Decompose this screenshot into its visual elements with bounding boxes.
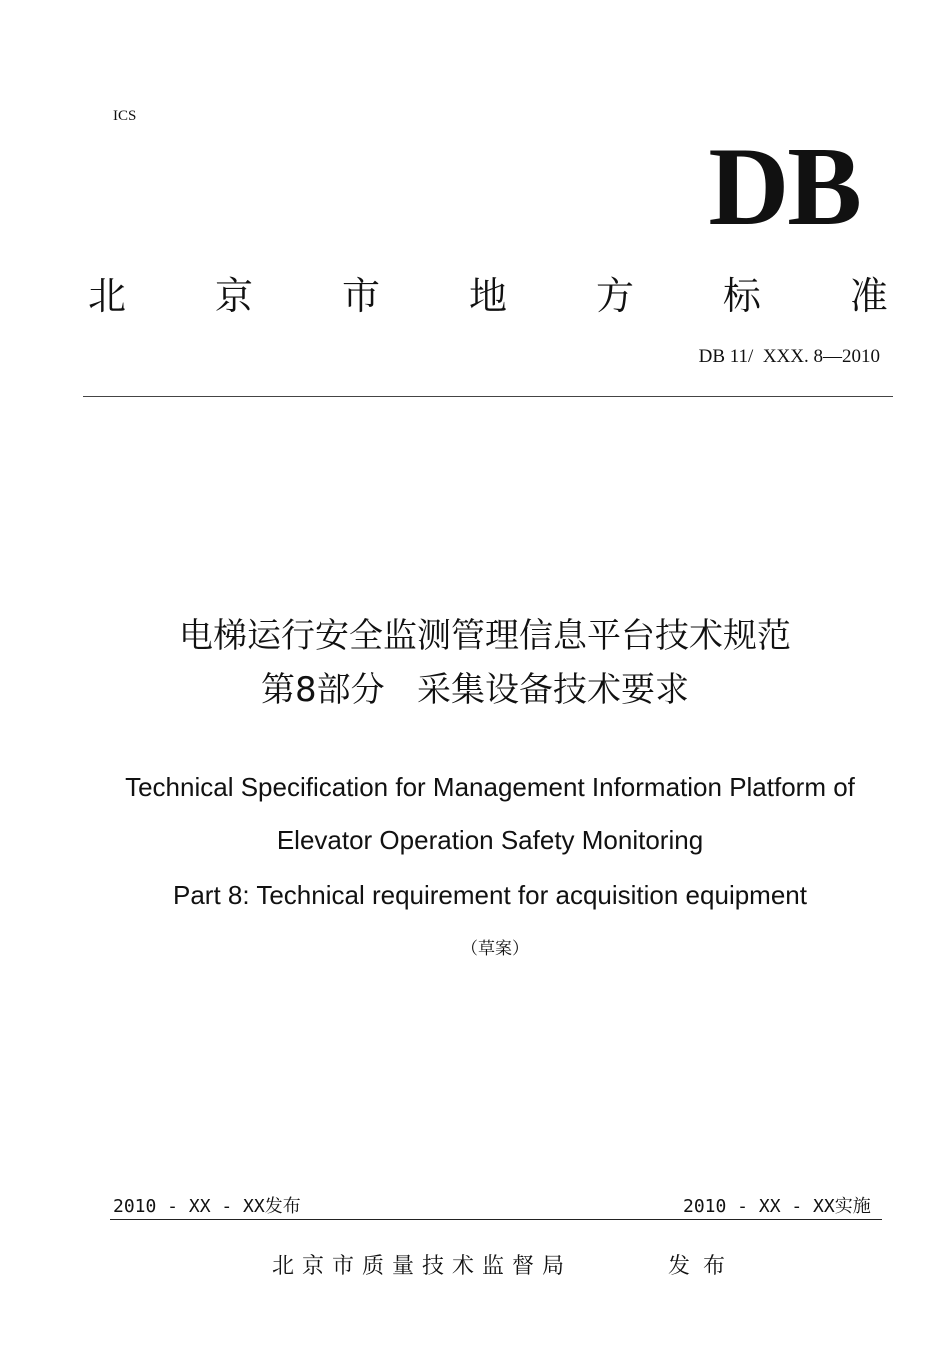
org-title-char: 京 xyxy=(214,274,253,318)
title-english-line-1: Technical Specification for Management Information Platform of xyxy=(125,772,855,802)
org-title-char: 北 xyxy=(88,274,127,318)
header-divider xyxy=(83,396,893,397)
org-title-char: 市 xyxy=(341,274,380,318)
standard-number: DB 11/ XXX. 8—2010 xyxy=(698,346,880,367)
issuing-authority: 北京市质量技术监督局 xyxy=(272,1254,573,1279)
title-chinese-line-1: 电梯运行安全监测管理信息平台技术规范 xyxy=(179,616,791,656)
org-title xyxy=(88,270,888,322)
org-title-char: 地 xyxy=(468,274,507,318)
title-english-line-3: Part 8: Technical requirement for acquisition equipment xyxy=(173,880,807,910)
publish-date: 2010 - XX - XX发布 xyxy=(113,1196,301,1217)
org-title-char: 标 xyxy=(722,274,761,318)
title-english-line-2: Elevator Operation Safety Monitoring xyxy=(276,825,704,855)
footer-divider xyxy=(110,1219,882,1220)
issue-word: 发布 xyxy=(668,1254,739,1279)
ics-label: ICS xyxy=(113,108,137,124)
draft-label: （草案） xyxy=(461,939,529,959)
org-title-char: 方 xyxy=(595,274,634,318)
implement-date: 2010 - XX - XX实施 xyxy=(683,1196,871,1217)
org-title-char: 准 xyxy=(849,274,888,318)
title-chinese-line-2: 第8部分 采集设备技术要求 xyxy=(260,670,690,710)
db-logo: DB xyxy=(708,125,860,249)
